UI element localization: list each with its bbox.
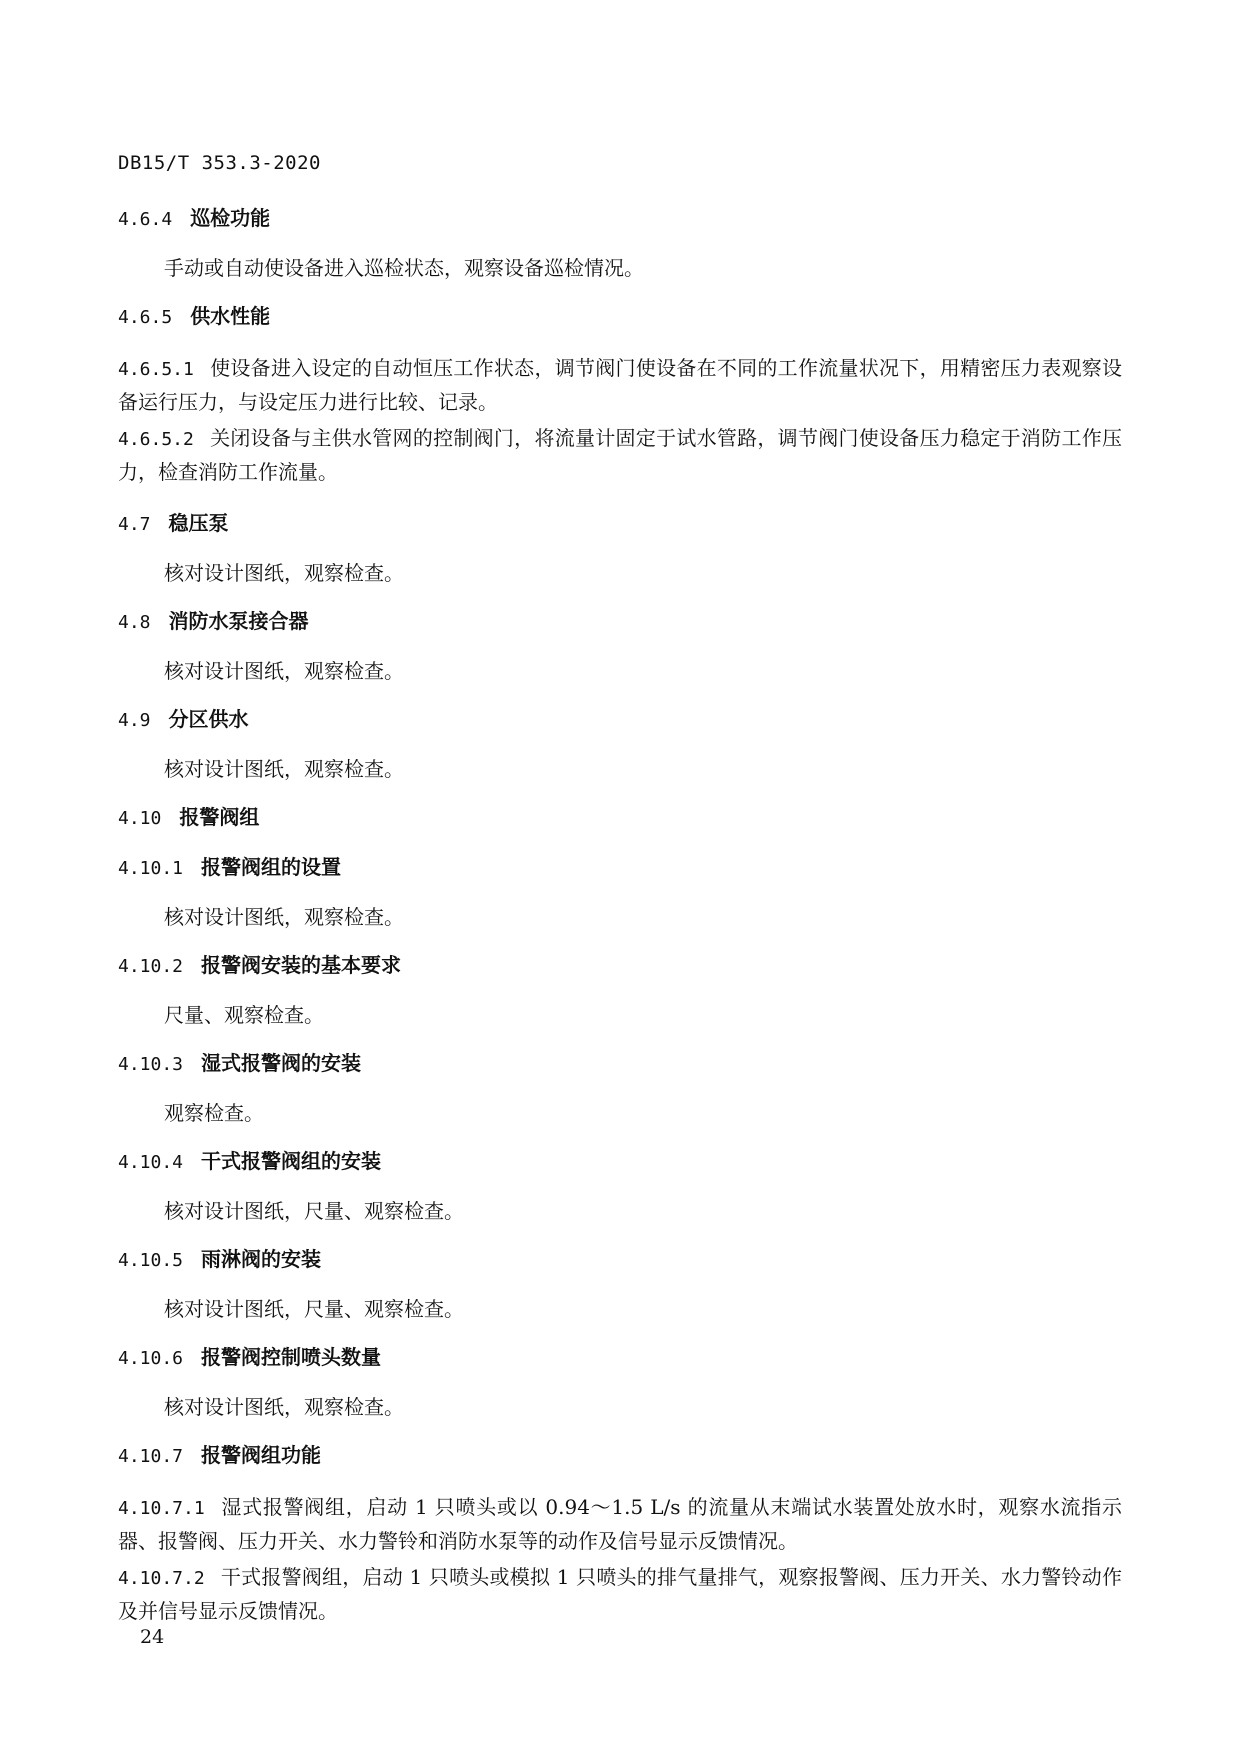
section-text-4-10-4: 核对设计图纸，尺量、观察检查。: [164, 1199, 464, 1223]
section-number: 4.10.2: [118, 956, 184, 977]
section-heading-4-6-4: [118, 204, 1122, 234]
page-number: 24: [140, 1626, 165, 1648]
paragraph-text: 使设备进入设定的自动恒压工作状态，调节阀门使设备在不同的工作流量状况下，用精密压力表观察设备运行压力，与设定压力进行比较、记录。: [118, 356, 1122, 414]
section-text-4-9: 核对设计图纸，观察检查。: [164, 757, 404, 781]
paragraph-number: 4.6.5.2: [118, 429, 194, 450]
section-heading-4-6-5: [118, 302, 1122, 332]
section-title: 湿式报警阀的安装: [201, 1051, 362, 1075]
paragraph-4-10-7-2: [118, 1561, 1122, 1628]
section-number: 4.8: [118, 612, 151, 633]
paragraph-number: 4.10.7.1: [118, 1498, 205, 1519]
paragraph-number: 4.10.7.2: [118, 1568, 205, 1589]
section-number: 4.10.4: [118, 1152, 184, 1173]
section-heading-4-10-2: [118, 951, 1122, 981]
section-text-4-10-5: 核对设计图纸，尺量、观察检查。: [164, 1297, 464, 1321]
section-number: 4.6.4: [118, 209, 173, 230]
section-title: 巡检功能: [190, 206, 271, 230]
document-body: [118, 204, 1122, 1648]
section-text-4-10-2: 尺量、观察检查。: [164, 1003, 324, 1027]
section-number: 4.10.5: [118, 1250, 184, 1271]
paragraph-4-6-5-2: [118, 422, 1122, 489]
paragraph-group-4-10-7: [118, 1491, 1122, 1628]
paragraph-4-6-5-1: [118, 352, 1122, 419]
section-number: 4.9: [118, 710, 151, 731]
section-title: 供水性能: [190, 304, 271, 328]
section-heading-4-10-4: [118, 1147, 1122, 1177]
section-title: 报警阀组的设置: [201, 855, 342, 879]
section-heading-4-10: [118, 803, 1122, 833]
paragraph-text: 关闭设备与主供水管网的控制阀门，将流量计固定于试水管路，调节阀门使设备压力稳定于消防工作压力，检查消防工作流量。: [118, 426, 1122, 484]
section-heading-4-10-3: [118, 1049, 1122, 1079]
section-title: 稳压泵: [168, 511, 229, 535]
section-number: 4.10.6: [118, 1348, 184, 1369]
paragraph-group-4-6-5: [118, 352, 1122, 489]
section-heading-4-8: [118, 607, 1122, 637]
section-text-4-10-6: 核对设计图纸，观察检查。: [164, 1395, 404, 1419]
section-heading-4-10-5: [118, 1245, 1122, 1275]
section-title: 报警阀组: [179, 805, 260, 829]
section-number: 4.10.1: [118, 858, 184, 879]
section-title: 报警阀安装的基本要求: [201, 953, 402, 977]
section-text-4-7: 核对设计图纸，观察检查。: [164, 561, 404, 585]
section-text-4-6-4: 手动或自动使设备进入巡检状态，观察设备巡检情况。: [164, 256, 644, 280]
section-title: 消防水泵接合器: [168, 609, 309, 633]
section-title: 报警阀组功能: [201, 1443, 322, 1467]
section-title: 分区供水: [168, 707, 249, 731]
section-heading-4-10-7: [118, 1441, 1122, 1471]
section-number: 4.10.7: [118, 1446, 184, 1467]
section-text-4-10-1: 核对设计图纸，观察检查。: [164, 905, 404, 929]
section-title: 报警阀控制喷头数量: [201, 1345, 382, 1369]
paragraph-text: 干式报警阀组，启动 1 只喷头或模拟 1 只喷头的排气量排气，观察报警阀、压力开关、水力警铃动作及并信号显示反馈情况。: [118, 1565, 1122, 1623]
section-title: 干式报警阀组的安装: [201, 1149, 382, 1173]
document-code: DB15/T 353.3-2020: [118, 152, 321, 174]
section-heading-4-10-6: [118, 1343, 1122, 1373]
paragraph-number: 4.6.5.1: [118, 359, 194, 380]
section-text-4-10-3: 观察检查。: [164, 1101, 264, 1125]
paragraph-4-10-7-1: [118, 1491, 1122, 1558]
paragraph-text: 湿式报警阀组，启动 1 只喷头或以 0.94～1.5 L/s 的流量从末端试水装置处放水时，观察水流指示器、报警阀、压力开关、水力警铃和消防水泵等的动作及信号显示反馈情况。: [118, 1495, 1122, 1553]
section-number: 4.7: [118, 514, 151, 535]
section-text-4-8: 核对设计图纸，观察检查。: [164, 659, 404, 683]
section-number: 4.10: [118, 808, 162, 829]
section-heading-4-10-1: [118, 853, 1122, 883]
section-heading-4-7: [118, 509, 1122, 539]
section-title: 雨淋阀的安装: [201, 1247, 322, 1271]
section-heading-4-9: [118, 705, 1122, 735]
section-number: 4.6.5: [118, 307, 173, 328]
section-number: 4.10.3: [118, 1054, 184, 1075]
